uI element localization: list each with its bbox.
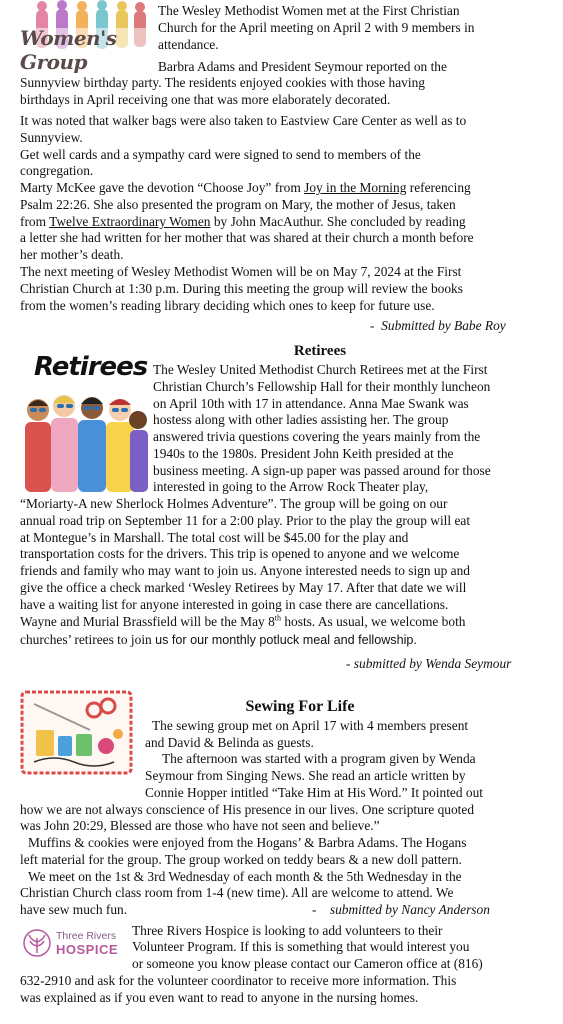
retirees-hosts-post: hosts. As usual, we welcome both bbox=[281, 614, 466, 629]
womens-p1-line3: attendance. bbox=[158, 37, 219, 52]
womens-signature bbox=[370, 318, 506, 334]
sewing-line-3: The afternoon was started with a program given by Wenda bbox=[162, 751, 476, 766]
retirees-logo-text: Retirees bbox=[34, 352, 148, 382]
retirees-line-14: give the office a check marked ‘Wesley Retirees by May 17. After that date we will bbox=[20, 580, 467, 595]
hospice-logo-line1: Three Rivers bbox=[56, 930, 117, 942]
hospice-line-3: or someone you know please contact our Cameron office at (816) bbox=[132, 956, 483, 971]
womens-p4-line1: Get well cards and a sympathy card were signed to send to members of the bbox=[20, 147, 421, 162]
sewing-line-9: left material for the group. The group worked on teddy bears & a new doll pattern. bbox=[20, 852, 462, 867]
sewing-heading: Sewing For Life bbox=[245, 698, 355, 715]
sewing-line-7: was John 20:29, Blessed are those who have not seen and believe.” bbox=[20, 818, 380, 833]
sewing-line-6: how we are not always conscience of His presence in our lives. One scripture quoted bbox=[20, 802, 475, 817]
womens-p6-line1: The next meeting of Wesley Methodist Women will be on May 7, 2024 at the First bbox=[20, 264, 462, 279]
sewing-line-11: Christian Church class room from 1-4 (new time). All are welcome to attend. We bbox=[20, 885, 454, 900]
womens-p3-line2: Sunnyview. bbox=[20, 130, 83, 145]
retirees-line-11: at Montegue’s in Marshall. The total cost will be $45.00 for the play and bbox=[20, 530, 409, 545]
retirees-line-8: interested in going to the Arrow Rock Theater play, bbox=[153, 479, 429, 494]
womens-signature-dash: - bbox=[370, 318, 375, 333]
retirees-hosts-pre: Wayne and Murial Brassfield will be the May 8 bbox=[20, 614, 275, 629]
sewing-signature-dash: - bbox=[312, 902, 317, 917]
retirees-line-16 bbox=[20, 614, 466, 630]
retirees-line-15: have a waiting list for anyone interested in going in case there are cancellations. bbox=[20, 597, 449, 612]
retirees-line-7: business meeting. A sign-up paper was passed around for those bbox=[153, 463, 491, 478]
retirees-line-12: transportation costs for the drivers. This trip is opened to anyone and we welcome bbox=[20, 546, 460, 561]
retirees-final-serif: churches’ retirees to join bbox=[20, 632, 156, 647]
retirees-signature: - submitted by Wenda Seymour bbox=[346, 656, 512, 671]
womens-p3-line1: It was noted that walker bags were also taken to Eastview Care Center as well as to bbox=[20, 113, 467, 128]
hospice-line-5: was explained as if you even want to read to anyone in the nursing homes. bbox=[20, 990, 419, 1005]
sewing-logo bbox=[20, 690, 133, 775]
retirees-final-sans: us for our monthly potluck meal and fellowship. bbox=[155, 633, 417, 647]
womens-p4-line2: congregation. bbox=[20, 163, 94, 178]
retirees-line-13: friends and family who may want to join us. Anyone interested needs to sign up and bbox=[20, 563, 470, 578]
retirees-line-17 bbox=[20, 632, 417, 648]
hospice-logo-line2: HOSPICE bbox=[56, 942, 119, 957]
womens-p5-line1-pre: Marty McKee gave the devotion “Choose Joy” from bbox=[20, 180, 305, 195]
womens-group-logo-text: Women's Group bbox=[20, 26, 117, 74]
womens-p5-line3 bbox=[20, 214, 466, 230]
retirees-line-6: 1940s to the 1980s. President John Keith presided at the bbox=[153, 446, 454, 461]
retirees-heading: Retirees bbox=[293, 343, 347, 359]
womens-p5-line1 bbox=[20, 180, 471, 196]
sewing-line-8: Muffins & cookies were enjoyed from the Hogans’ & Barbra Adams. The Hogans bbox=[28, 835, 467, 850]
retirees-line-3: on April 10th with 17 in attendance. Anna Mae Swank was bbox=[153, 396, 469, 411]
womens-p5-line3-post: by John MacAuthur. She concluded by reading bbox=[210, 214, 466, 229]
womens-p6-line3: from the women’s reading library deciding which ones to keep for future use. bbox=[20, 298, 435, 313]
hospice-logo bbox=[22, 924, 126, 964]
book-title-twelve-extraordinary-women: Twelve Extraordinary Women bbox=[49, 214, 211, 229]
retirees-logo bbox=[20, 348, 148, 493]
womens-p5-line3-pre: from bbox=[20, 214, 50, 229]
sewing-line-1: The sewing group met on April 17 with 4 members present bbox=[152, 718, 469, 733]
sewing-line-4: Seymour from Singing News. She read an article written by bbox=[145, 768, 466, 783]
womens-p2-line1: Barbra Adams and President Seymour reported on the bbox=[158, 59, 447, 74]
hospice-line-1: Three Rivers Hospice is looking to add volunteers to their bbox=[132, 923, 443, 938]
retirees-line-2: Christian Church’s Fellowship Hall for their monthly luncheon bbox=[153, 379, 491, 394]
womens-signature-name: Submitted by Babe Roy bbox=[381, 318, 506, 333]
sewing-signature-name: submitted by Nancy Anderson bbox=[329, 902, 490, 917]
hospice-line-2: Volunteer Program. If this is something that would interest you bbox=[132, 939, 470, 954]
book-title-joy-in-the-morning: Joy in the Morning bbox=[304, 180, 407, 195]
retirees-line-10: annual road trip on September 11 for a 2:00 play. Prior to the play the group will eat bbox=[20, 513, 471, 528]
womens-group-logo bbox=[20, 0, 150, 74]
womens-p5-line1-post: referencing bbox=[406, 180, 471, 195]
womens-p5-line5: her mother’s death. bbox=[20, 247, 124, 262]
womens-p6-line2: Christian Church at 1:30 p.m. During this meeting the group will review the books bbox=[20, 281, 463, 296]
sewing-line-5: Connie Hopper intitled “Take Him at His Word.” It pointed out bbox=[145, 785, 484, 800]
sewing-line-10: We meet on the 1st & 3rd Wednesday of each month & the 5th Wednesday in the bbox=[28, 869, 462, 884]
sewing-line-12: have sew much fun. bbox=[20, 902, 128, 917]
womens-p2-line2: Sunnyview birthday party. The residents enjoyed cookies with those having bbox=[20, 75, 425, 90]
womens-p2-line3: birthdays in April receiving one that was more elaborately decorated. bbox=[20, 92, 391, 107]
retirees-hosts-sup: th bbox=[274, 613, 282, 623]
womens-p5-line4: a letter she had written for her mother that was shared at their church a month before bbox=[20, 230, 474, 245]
womens-p1-line1: The Wesley Methodist Women met at the First Christian bbox=[158, 3, 460, 18]
hospice-line-4: 632-2910 and ask for the volunteer coordinator to receive more information. This bbox=[20, 973, 457, 988]
retirees-line-4: hostess along with other ladies assisting her. The group bbox=[153, 412, 449, 427]
sewing-signature bbox=[312, 902, 490, 918]
womens-p1-line2: Church for the April meeting on April 2 with 9 members in bbox=[158, 20, 475, 35]
womens-p5-line2: Psalm 22:26. She also presented the program on Mary, the mother of Jesus, taken bbox=[20, 197, 456, 212]
sewing-line-2: and David & Belinda as guests. bbox=[145, 735, 314, 750]
retirees-line-1: The Wesley United Methodist Church Retirees met at the First bbox=[153, 362, 488, 377]
retirees-line-5: answered trivia questions covering the years mainly from the bbox=[153, 429, 481, 444]
retirees-line-9: “Moriarty-A new Sherlock Holmes Adventure”. The group will be going on our bbox=[20, 496, 448, 511]
